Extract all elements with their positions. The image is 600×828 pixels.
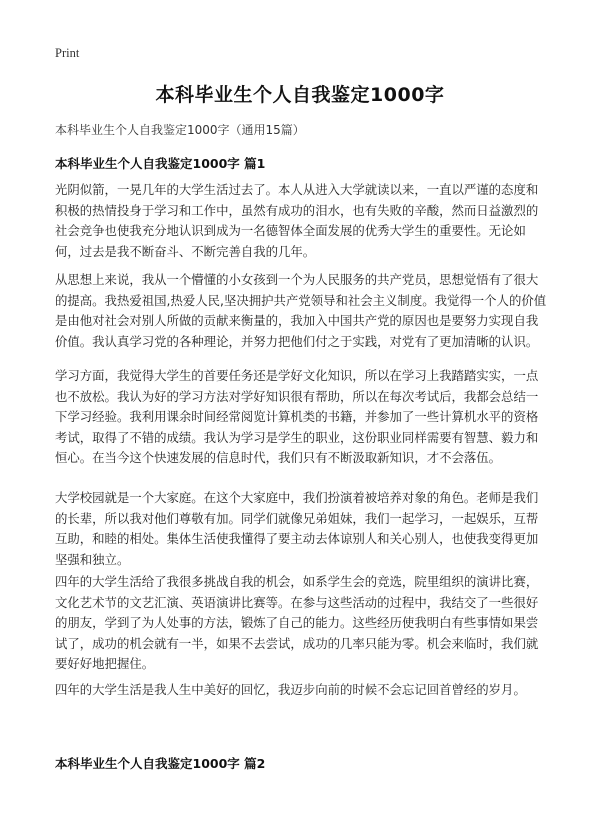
paragraph-3: 学习方面，我觉得大学生的首要任务还是学好文化知识，所以在学习上我踏踏实实，一点也不放松。我认为好的学习方法对学好知识很有帮助，所以在每次考试后，我都会总结一下学习经验。我利用课余时间经常阅览计算机类的书籍，并参加了一些计算机水平的资格考试，取得了不错的成绩。我认为学习是学生的职业，这份职业同样需要有智慧、毅力和恒心。在当今这个快速发展的信息时代，我们只有不断汲取新知识，才不会落伍。 xyxy=(55,368,539,465)
paragraph-6: 四年的大学生活是我人生中美好的回忆，我迈步向前的时候不会忘记回首曾经的岁月。 xyxy=(55,682,526,697)
page-title: 本科毕业生个人自我鉴定1000字 xyxy=(155,84,445,106)
section-heading-2: 本科毕业生个人自我鉴定1000字 篇2 xyxy=(55,756,266,771)
paragraph-1: 光阴似箭，一晃几年的大学生活过去了。本人从进入大学就读以来，一直以严谨的态度和积极的热情投身于学习和工作中，虽然有成功的泪水，也有失败的辛酸，然而日益激烈的社会竞争也使我充分地认识到成为一名德智体全面发展的优秀大学生的重要性。无论如何，过去是我不断奋斗、不断完善自我的几年。 xyxy=(55,182,539,259)
paragraph-4: 大学校园就是一个大家庭。在这个大家庭中，我们扮演着被培养对象的角色。老师是我们的长辈，所以我对他们尊敬有加。同学们就像兄弟姐妹，我们一起学习，一起娱乐，互帮互助，和睦的相处。集体生活使我懂得了要主动去体谅别人和关心别人，也使我变得更加坚强和独立。 xyxy=(55,490,539,567)
print-link[interactable]: Print xyxy=(55,46,80,60)
paragraph-5: 四年的大学生活给了我很多挑战自我的机会，如系学生会的竞选，院里组织的演讲比赛，文化艺术节的文艺汇演、英语演讲比赛等。在参与这些活动的过程中，我结交了一些很好的朋友，学到了为人处事的方法，锻炼了自己的能力。这些经历使我明白有些事情如果尝试了，成功的机会就有一半，如果不去尝试，成功的几率只能为零。机会来临时，我们就要好好地把握住。 xyxy=(55,574,539,671)
document-subtitle: 本科毕业生个人自我鉴定1000字（通用15篇） xyxy=(55,123,305,137)
paragraph-2: 从思想上来说，我从一个懵懂的小女孩到一个为人民服务的共产党员，思想觉悟有了很大的提高。我热爱祖国,热爱人民,坚决拥护共产党领导和社会主义制度。我觉得一个人的价值是由他对社会对别人所做的贡献来衡量的，我加入中国共产党的原因也是要努力实现自我价值。我认真学习党的各种理论，并努力把他们付之于实践，对党有了更加清晰的认识。 xyxy=(55,272,547,349)
section-heading-1: 本科毕业生个人自我鉴定1000字 篇1 xyxy=(55,156,266,171)
